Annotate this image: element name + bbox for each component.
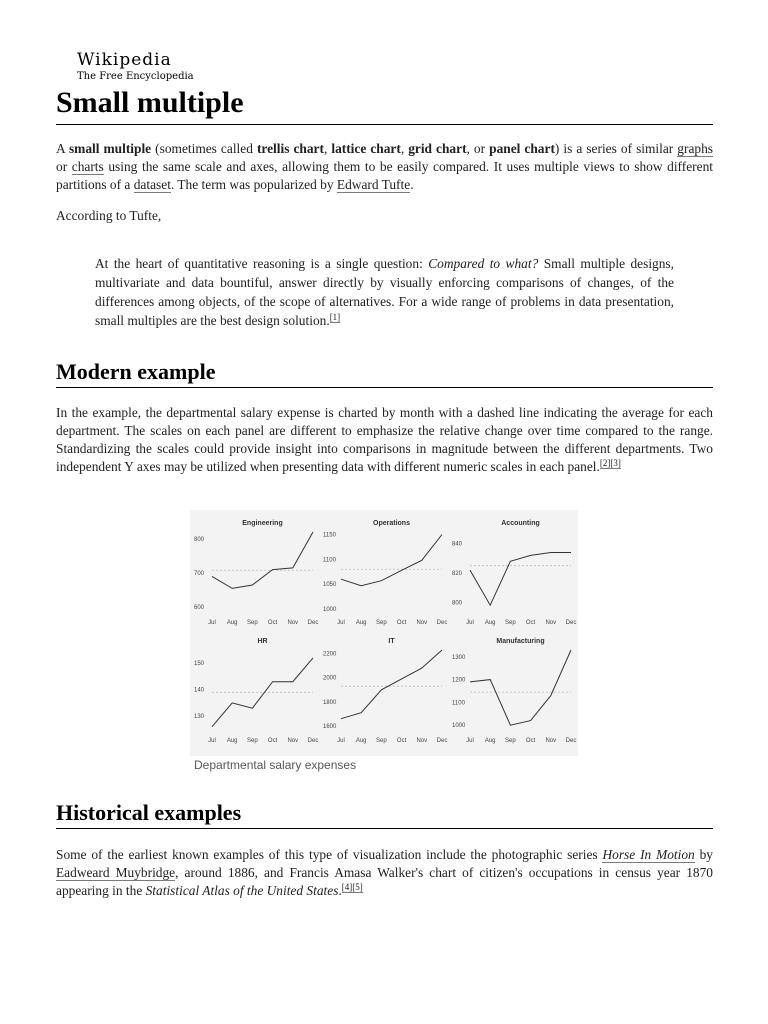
atlas-title: Statistical Atlas of the United States (145, 883, 339, 898)
y-tick-label: 1100 (323, 557, 336, 564)
x-tick-label: Sep (376, 738, 387, 744)
historical-paragraph (56, 846, 713, 900)
wikipedia-logo[interactable] (77, 50, 194, 83)
x-tick-label: Aug (355, 620, 367, 626)
x-tick-label: Nov (545, 738, 557, 744)
x-tick-label: Jul (208, 738, 216, 744)
x-tick-label: Sep (505, 738, 516, 744)
x-tick-label: Dec (436, 620, 448, 626)
x-tick-label: Oct (267, 620, 278, 626)
intro-text: . (410, 177, 414, 192)
ref-1[interactable]: [1] (329, 311, 341, 322)
y-tick-label: 600 (194, 605, 205, 612)
x-tick-label: Aug (484, 620, 496, 626)
x-tick-label: Sep (505, 620, 516, 626)
modern-paragraph (56, 404, 713, 476)
x-tick-label: Nov (416, 620, 428, 626)
panel-title-manufacturing: Manufacturing (496, 638, 545, 645)
intro-text: (sometimes called (151, 141, 257, 156)
small-multiples-chart (190, 510, 578, 756)
y-tick-label: 800 (194, 536, 205, 543)
x-tick-label: Sep (247, 738, 258, 744)
y-tick-label: 1150 (323, 532, 336, 539)
x-tick-label: Nov (545, 620, 557, 626)
y-tick-label: 1000 (452, 723, 466, 730)
intro-text: or (56, 159, 72, 174)
x-tick-label: Oct (396, 620, 407, 626)
x-tick-label: Dec (307, 620, 319, 626)
intro-text: using the same scale and axes, allowing them to be easily compared. It uses multiple views to show different partitions of a (56, 159, 713, 192)
y-tick-label: 1200 (452, 677, 466, 684)
panel-title-hr: HR (257, 638, 268, 645)
y-tick-label: 1300 (452, 654, 466, 661)
intro-paragraph (56, 140, 713, 194)
y-tick-label: 130 (194, 714, 205, 721)
panel-title-engineering: Engineering (242, 520, 283, 527)
link-edward-tufte[interactable]: Edward Tufte (336, 177, 411, 192)
link-graphs[interactable]: graphs (677, 141, 713, 156)
x-tick-label: Sep (247, 620, 258, 626)
x-tick-label: Jul (466, 738, 474, 744)
x-tick-label: Oct (525, 738, 536, 744)
logo-tagline: The Free Encyclopedia (77, 71, 194, 82)
series-line-manufacturing (470, 650, 571, 725)
term-panel-chart: panel chart (489, 141, 555, 156)
x-tick-label: Nov (287, 738, 299, 744)
historical-text: Some of the earliest known examples of this type of visualization include the photographic series (56, 847, 603, 862)
y-tick-label: 800 (452, 600, 463, 607)
x-tick-label: Jul (337, 620, 345, 626)
term-grid-chart: grid chart (408, 141, 467, 156)
x-tick-label: Jul (466, 620, 474, 626)
section-heading-modern: Modern example (56, 359, 216, 384)
y-tick-label: 150 (194, 661, 205, 668)
x-tick-label: Dec (436, 738, 448, 744)
x-tick-label: Oct (396, 738, 407, 744)
x-tick-label: Jul (337, 738, 345, 744)
term-trellis-chart: trellis chart (256, 141, 324, 156)
link-charts[interactable]: charts (71, 159, 104, 174)
series-line-engineering (212, 532, 313, 588)
intro-text: , (400, 141, 409, 156)
link-dataset[interactable]: dataset (133, 177, 171, 192)
x-tick-label: Sep (376, 620, 387, 626)
historical-text: , around 1886, and Francis Amasa Walker's chart of citizen's occupations in census year 1870 appearing in the (56, 865, 713, 898)
y-tick-label: 820 (452, 571, 463, 577)
panel-title-it: IT (388, 638, 395, 645)
x-tick-label: Nov (287, 620, 299, 626)
quote-text: Small multiple designs, multivariate and data bountiful, answer directly by visually enforcing comparisons of changes, of the differences among objects, of the scope of alternatives. For a wide range of problems in data presentation, small multiples are the best design solution. (95, 256, 674, 328)
quote-emphasis: Compared to what? (428, 256, 539, 271)
x-tick-label: Oct (267, 738, 278, 744)
ref-4-5[interactable]: [4][5] (341, 881, 363, 892)
section-heading-historical: Historical examples (56, 800, 242, 825)
link-horse-in-motion[interactable]: Horse In Motion (602, 847, 695, 862)
small-multiples-figure[interactable] (190, 510, 578, 756)
historical-text: by (694, 847, 713, 862)
x-tick-label: Dec (307, 738, 319, 744)
ref-2-3[interactable]: [2][3] (599, 457, 621, 468)
x-tick-label: Aug (226, 620, 238, 626)
series-line-it (341, 650, 442, 719)
series-line-accounting (470, 553, 571, 606)
x-tick-label: Aug (355, 738, 367, 744)
x-tick-label: Dec (565, 620, 577, 626)
y-tick-label: 2000 (323, 675, 337, 682)
logo-wordmark: Wikipedia (77, 50, 172, 70)
panel-title-operations: Operations (373, 520, 410, 527)
x-tick-label: Dec (565, 738, 577, 744)
y-tick-label: 1100 (452, 700, 465, 707)
intro-text: ) is a series of similar (554, 141, 678, 156)
y-tick-label: 1600 (323, 723, 337, 730)
y-tick-label: 1050 (323, 582, 337, 589)
tufte-quote (95, 254, 674, 330)
link-eadweard-muybridge[interactable]: Eadweard Muybridge (56, 865, 176, 880)
term-lattice-chart: lattice chart (331, 141, 401, 156)
historical-text: . (338, 883, 342, 898)
x-tick-label: Aug (226, 738, 238, 744)
y-tick-label: 140 (194, 687, 205, 694)
figure-caption: Departmental salary expenses (194, 758, 357, 772)
title-divider (56, 124, 713, 125)
modern-text: In the example, the departmental salary expense is charted by month with a dashed line indicating the average for each department. The scales on each panel are different to emphasize the relative change over time compared to the range. Standardizing the scales could provide insight into comparisons in magnitude between the different departments. Two independent Y axes may be utilized when presenting data with different numeric scales in each panel. (56, 405, 713, 474)
panel-title-accounting: Accounting (501, 520, 540, 527)
according-text: According to Tufte, (56, 208, 162, 223)
y-tick-label: 840 (452, 541, 463, 548)
intro-text: , or (466, 141, 490, 156)
section-divider (56, 387, 713, 388)
section-divider (56, 828, 713, 829)
term-small-multiple: small multiple (68, 141, 152, 156)
x-tick-label: Aug (484, 738, 496, 744)
x-tick-label: Jul (208, 620, 216, 626)
y-tick-label: 1800 (323, 699, 337, 706)
series-line-operations (341, 535, 442, 586)
y-tick-label: 2200 (323, 651, 337, 658)
intro-text: , (323, 141, 332, 156)
x-tick-label: Nov (416, 738, 428, 744)
intro-text: . The term was popularized by (170, 177, 337, 192)
quote-text: At the heart of quantitative reasoning is a single question: (95, 256, 429, 271)
intro-text: A (56, 141, 69, 156)
page-title: Small multiple (56, 86, 244, 119)
y-tick-label: 700 (194, 571, 205, 577)
x-tick-label: Oct (525, 620, 536, 626)
y-tick-label: 1000 (323, 607, 337, 614)
